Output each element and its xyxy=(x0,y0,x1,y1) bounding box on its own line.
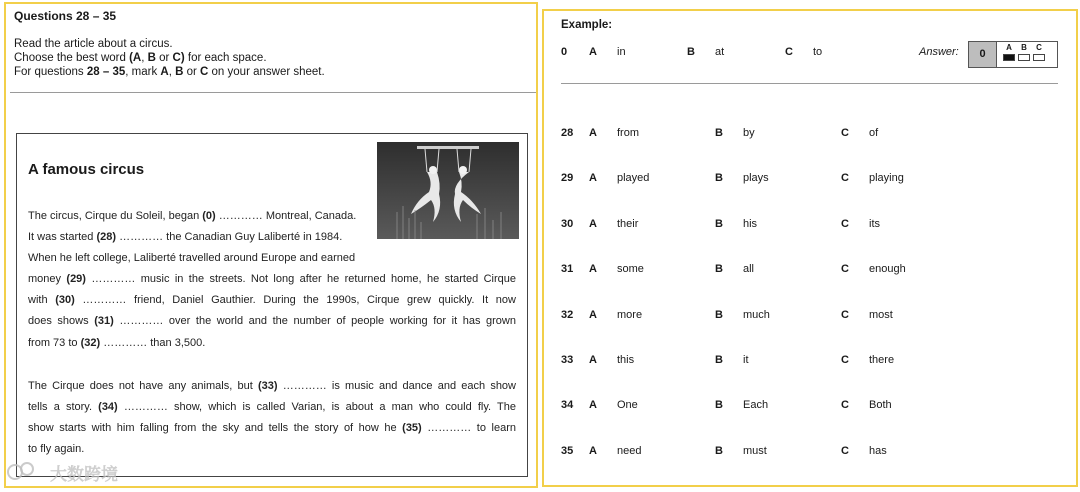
instruction-line-2: Choose the best word (A, B or C) for each space. xyxy=(14,52,267,64)
option-letter-c: C xyxy=(841,217,849,230)
option-b: all xyxy=(743,263,755,276)
instruction-line-1: Read the article about a circus. xyxy=(14,38,173,50)
option-a: more xyxy=(617,308,643,321)
options-panel xyxy=(542,9,1078,487)
option-b: much xyxy=(743,308,770,321)
option-c: playing xyxy=(869,172,904,185)
article-line: to fly again. xyxy=(28,443,85,456)
answer-letter-c: C xyxy=(1036,43,1042,52)
questions-heading: Questions 28 – 35 xyxy=(14,9,117,23)
option-c: Both xyxy=(869,399,892,412)
article-box xyxy=(16,133,528,477)
article-line: with (30) ………… friend, Daniel Gauthier. During the 1990s, Cirque grew quickly. It now xyxy=(28,294,516,307)
question-panel xyxy=(4,2,538,488)
question-number: 30 xyxy=(561,217,574,230)
option-letter-b: B xyxy=(687,46,695,58)
answer-box xyxy=(968,41,1058,68)
option-letter-c: C xyxy=(785,46,793,58)
example-number: 0 xyxy=(561,46,568,58)
option-c: most xyxy=(869,308,893,321)
option-b: plays xyxy=(743,172,769,185)
option-letter-b: B xyxy=(715,399,723,412)
question-number: 32 xyxy=(561,308,574,321)
option-letter-a: A xyxy=(589,399,597,412)
article-line: tells a story. (34) ………… show, which is called Varian, is about a man who could fly. The xyxy=(28,401,516,414)
question-number: 29 xyxy=(561,172,574,185)
option-letter-b: B xyxy=(715,263,723,276)
watermark-text: 大数跨境 xyxy=(50,465,118,484)
watermark-logo-icon xyxy=(5,459,45,485)
option-letter-b: B xyxy=(715,444,723,457)
article-line: When he left college, Laliberté travelled around Europe and earned xyxy=(28,252,356,265)
article-line: show starts with him falling from the sky and tells the story of how he (35) ………… to learn xyxy=(28,422,516,435)
article-line: does shows (31) ………… over the world and the number of people working for it has grown xyxy=(28,315,516,328)
option-c: there xyxy=(869,354,895,366)
option-letter-b: B xyxy=(715,354,723,366)
divider xyxy=(561,83,1058,84)
option-letter-a: A xyxy=(589,308,597,321)
option-letter-c: C xyxy=(841,263,849,276)
answer-letter-b: B xyxy=(1021,43,1027,52)
example-option-a: in xyxy=(617,46,626,58)
question-row-31 xyxy=(544,263,1076,279)
question-number: 28 xyxy=(561,127,574,139)
option-letter-b: B xyxy=(715,308,723,321)
option-letter-c: C xyxy=(841,172,849,185)
option-a: played xyxy=(617,172,650,185)
option-letter-c: C xyxy=(841,354,849,366)
option-b: must xyxy=(743,444,767,457)
option-letter-b: B xyxy=(715,172,723,185)
option-c: its xyxy=(869,217,880,230)
article-line: money (29) ………… music in the streets. Not long after he returned home, he started Cirque xyxy=(28,273,516,286)
option-letter-b: B xyxy=(715,217,723,230)
article-line: The circus, Cirque du Soleil, began (0) ………… Montreal, Canada. xyxy=(28,210,357,222)
article-title: A famous circus xyxy=(28,161,145,178)
question-number: 34 xyxy=(561,399,574,412)
option-letter-c: C xyxy=(841,308,849,321)
article-line: It was started (28) ………… the Canadian Guy Laliberté in 1984. xyxy=(28,231,343,244)
question-row-32 xyxy=(544,309,1076,325)
question-row-33 xyxy=(544,354,1076,370)
question-row-28 xyxy=(544,127,1076,143)
option-letter-a: A xyxy=(589,127,597,139)
option-b: by xyxy=(743,127,755,139)
question-row-30 xyxy=(544,218,1076,234)
option-letter-a: A xyxy=(589,354,597,366)
option-letter-a: A xyxy=(589,172,597,185)
article-paragraph-2 xyxy=(28,376,516,460)
option-letter-c: C xyxy=(841,399,849,412)
option-letter-a: A xyxy=(589,444,597,457)
answer-letter-a: A xyxy=(1006,43,1012,52)
answer-cell-a[interactable] xyxy=(1003,54,1015,61)
option-b: Each xyxy=(743,399,769,412)
instruction-line-3: For questions 28 – 35, mark A, B or C on your answer sheet. xyxy=(14,66,325,78)
answer-cell-b[interactable] xyxy=(1018,54,1030,61)
question-number: 33 xyxy=(561,354,574,366)
option-b: it xyxy=(743,354,749,366)
option-a: some xyxy=(617,263,644,276)
answer-cell-c[interactable] xyxy=(1033,54,1045,61)
answer-label: Answer: xyxy=(919,46,959,58)
option-letter-a: A xyxy=(589,263,597,276)
option-a: their xyxy=(617,217,639,230)
option-c: of xyxy=(869,127,879,139)
article-line: The Cirque does not have any animals, but (33) ………… is music and dance and each show xyxy=(28,380,516,392)
question-row-34 xyxy=(544,399,1076,415)
question-row-29 xyxy=(544,172,1076,188)
option-c: enough xyxy=(869,263,906,276)
option-a: this xyxy=(617,354,635,366)
example-label: Example: xyxy=(561,19,613,31)
divider xyxy=(10,92,536,93)
option-a: from xyxy=(617,127,639,139)
option-a: One xyxy=(617,399,638,412)
article-paragraph-1 xyxy=(28,206,516,354)
option-letter-c: C xyxy=(841,444,849,457)
option-b: his xyxy=(743,217,758,230)
option-letter-a: A xyxy=(589,217,597,230)
option-letter-c: C xyxy=(841,127,849,139)
question-number: 31 xyxy=(561,263,574,276)
option-letter-a: A xyxy=(589,46,597,58)
option-a: need xyxy=(617,444,642,457)
question-number: 35 xyxy=(561,444,574,457)
option-letter-b: B xyxy=(715,127,723,139)
example-option-b: at xyxy=(715,46,725,58)
question-row-35 xyxy=(544,445,1076,461)
article-line: from 73 to (32) ………… than 3,500. xyxy=(28,336,206,349)
answer-number: 0 xyxy=(969,42,997,67)
example-option-c: to xyxy=(813,46,823,58)
option-c: has xyxy=(869,444,887,457)
